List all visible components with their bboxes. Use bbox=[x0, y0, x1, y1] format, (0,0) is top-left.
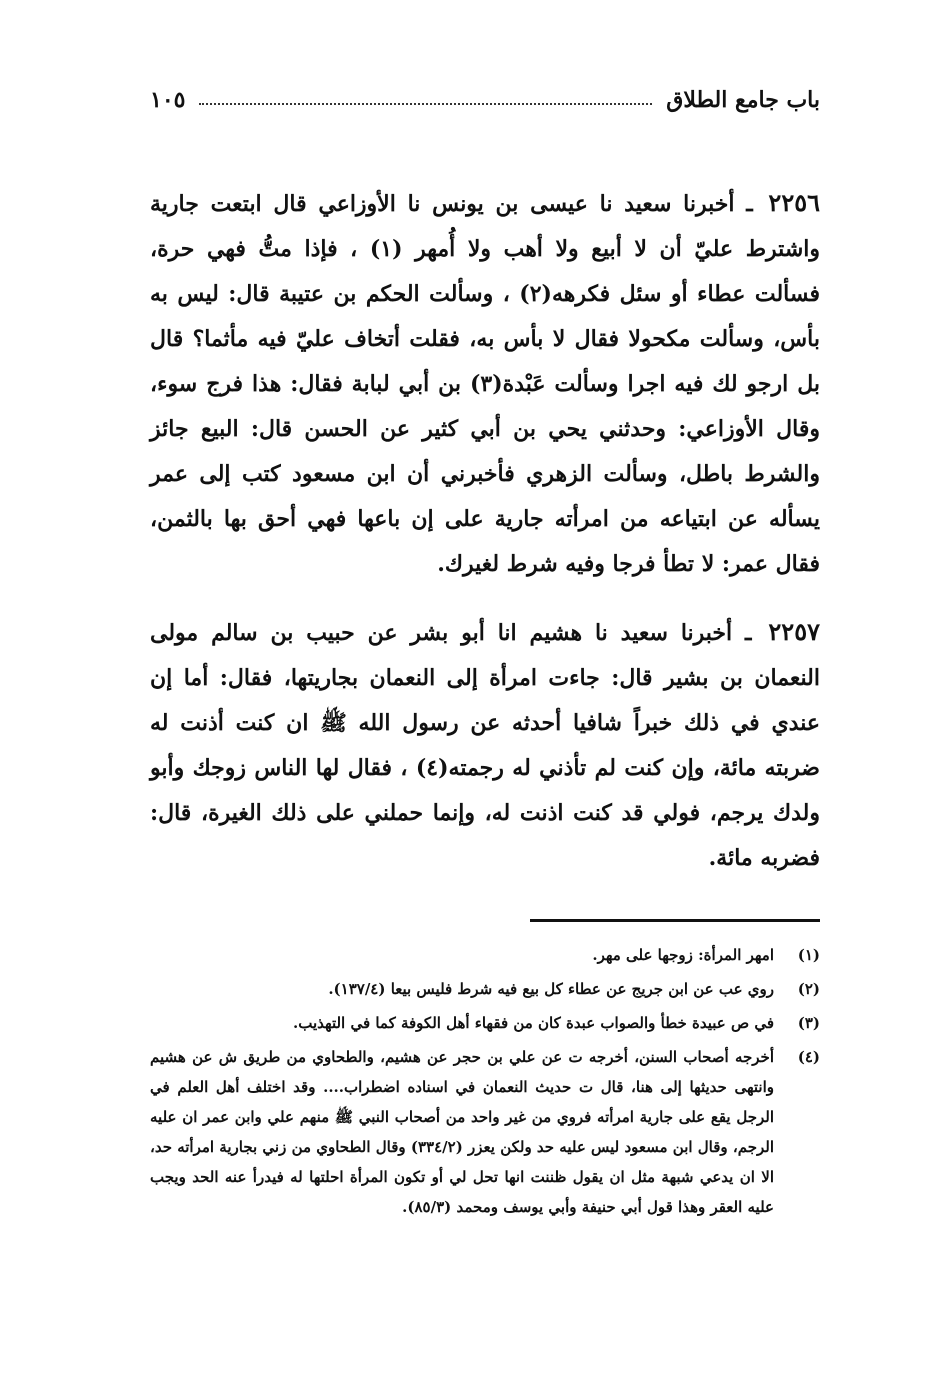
hadith-number: ٢٢٥٧ bbox=[768, 617, 820, 646]
footnote-text: امهر المرأة: زوجها على مهر. bbox=[592, 946, 774, 964]
footnote-marker: (٢) bbox=[797, 980, 820, 998]
footnote-marker: (٣) bbox=[797, 1014, 820, 1032]
chapter-title: باب جامع الطلاق bbox=[666, 87, 820, 113]
footnote-text: أخرجه أصحاب السنن، أخرجه ت عن علي بن حجر عن هشيم، والطحاوي من طريق ش عن هشيم وانتهى حديثها إلى هنا، قال ت حديث النعمان في اسناده اضطراب.... وقد اختلف أهل العلم في الرجل يقع على جارية امرأته فروي من غير واحد من أصحاب النبي ﷺ منهم علي وابن عمر ان عليه الرجم، وقال ابن مسعود ليس عليه حد ولكن يعزر (٣٣٤/٢) وقال الطحاوي من زني بجارية امرأته حد، الا ان يدعي شبهة مثل ان يقول ظننت انها تحل لي أو تكون المرأة احلتها له فيدرأ عنه الحد ويجب عليه العقر وهذا قول أبي حنيفة وأبي يوسف ومحمد (٨٥/٣). bbox=[150, 1048, 774, 1216]
footnote-item bbox=[150, 1008, 820, 1038]
footnotes-list bbox=[150, 940, 820, 1222]
footnote-item bbox=[150, 940, 820, 970]
hadith-paragraph bbox=[150, 180, 820, 587]
hadith-number: ٢٢٥٦ bbox=[768, 188, 820, 217]
footnote-marker: (١) bbox=[797, 946, 820, 964]
book-page bbox=[150, 80, 820, 1226]
hadith-text: أخبرنا سعيد نا هشيم انا أبو بشر عن حبيب بن سالم مولى النعمان بن بشير قال: جاءت امرأة إلى النعمان بجاريتها، فقال: أما إن عندي في ذلك خبراً شافيا أحدثه عن رسول الله ﷺ ان كنت أذنت له ضربته مائة، وإن كنت لم تأذني له رجمته(٤) ، فقال لها الناس زوجك وأبو ولدك يرجم، فولي قد كنت اذنت له، وإنما حملني على ذلك الغيرة، قال: فضربه مائة. bbox=[150, 620, 820, 871]
footnote-text: روي عب عن ابن جريج عن عطاء كل بيع فيه شرط فليس بيعا (١٣٧/٤). bbox=[328, 980, 774, 998]
footnote-item bbox=[150, 1042, 820, 1222]
header-dotted-leader bbox=[199, 103, 652, 105]
footnote-marker: (٤) bbox=[797, 1048, 820, 1066]
hadith-text: أخبرنا سعيد نا عيسى بن يونس نا الأوزاعي قال ابتعت جارية واشترط عليّ أن لا أبيع ولا أهب ولا أُمهر (١) ، فإذا متُّ فهي حرة، فسألت عطاء أو سئل فكرهه(٢) ، وسألت الحكم بن عتيبة قال: ليس به بأس، وسألت مكحولا فقال لا بأس به، فقلت أتخاف عليّ فيه مأثما؟ قال بل ارجو لك فيه اجرا وسألت عَبْدة(٣) بن أبي لبابة فقال: هذا فرج سوء، وقال الأوزاعي: وحدثني يحي بن أبي كثير عن الحسن قال: البيع جائز والشرط باطل، وسألت الزهري فأخبرني أن ابن مسعود كتب إلى عمر يسأله عن ابتياعه من امرأته جارية على إن باعها فهي أحق بها بالثمن، فقال عمر: لا تطأ فرجا وفيه شرط لغيرك. bbox=[150, 191, 820, 577]
hadith-paragraph bbox=[150, 609, 820, 881]
page-number: ١٠٥ bbox=[150, 87, 186, 113]
footnote-item bbox=[150, 974, 820, 1004]
hadith-dash: ـ bbox=[746, 191, 753, 217]
footnote-text: في ص عبيدة خطأ والصواب عبدة كان من فقهاء أهل الكوفة كما في التهذيب. bbox=[293, 1014, 774, 1032]
hadith-dash: ـ bbox=[745, 620, 752, 646]
footnote-separator bbox=[530, 919, 820, 922]
running-header bbox=[150, 80, 820, 120]
